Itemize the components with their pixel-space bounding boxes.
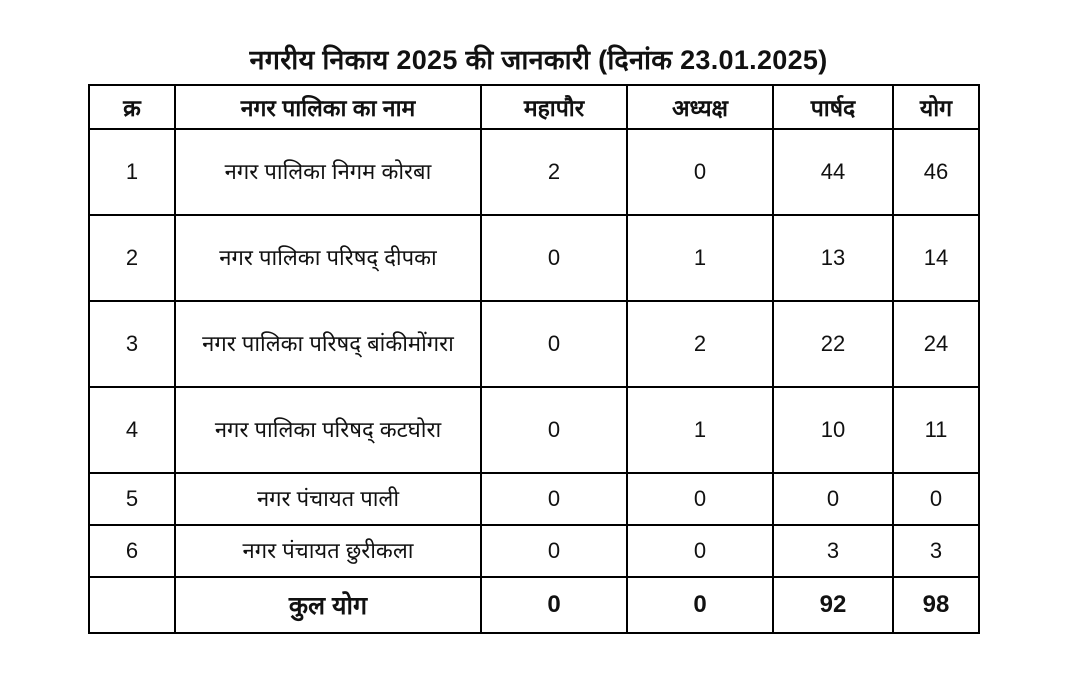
cell-total: 0 <box>893 473 979 525</box>
column-header-mayor: महापौर <box>481 85 627 129</box>
table-row <box>89 129 979 215</box>
cell-total-sr <box>89 577 175 633</box>
column-header-name: नगर पालिका का नाम <box>175 85 481 129</box>
cell-ward: 0 <box>773 473 893 525</box>
table-row <box>89 301 979 387</box>
table-total-row <box>89 577 979 633</box>
column-header-total: योग <box>893 85 979 129</box>
cell-total: 3 <box>893 525 979 577</box>
cell-total-label: कुल योग <box>175 577 481 633</box>
cell-name: नगर पालिका परिषद् बांकीमोंगरा <box>175 301 481 387</box>
cell-sr: 6 <box>89 525 175 577</box>
cell-name: नगर पालिका परिषद् दीपका <box>175 215 481 301</box>
cell-total: 11 <box>893 387 979 473</box>
table-container <box>88 84 978 634</box>
cell-mayor: 0 <box>481 387 627 473</box>
cell-ward: 22 <box>773 301 893 387</box>
cell-president: 0 <box>627 473 773 525</box>
cell-president: 2 <box>627 301 773 387</box>
table-row <box>89 387 979 473</box>
cell-ward: 13 <box>773 215 893 301</box>
cell-total: 14 <box>893 215 979 301</box>
cell-sr: 3 <box>89 301 175 387</box>
nikay-table <box>88 84 980 634</box>
cell-total-president: 0 <box>627 577 773 633</box>
cell-total: 46 <box>893 129 979 215</box>
column-header-president: अध्यक्ष <box>627 85 773 129</box>
cell-president: 1 <box>627 215 773 301</box>
cell-president: 0 <box>627 525 773 577</box>
cell-total: 24 <box>893 301 979 387</box>
cell-ward: 10 <box>773 387 893 473</box>
cell-sr: 4 <box>89 387 175 473</box>
cell-total-total: 98 <box>893 577 979 633</box>
cell-name: नगर पालिका परिषद् कटघोरा <box>175 387 481 473</box>
cell-mayor: 0 <box>481 473 627 525</box>
cell-name: नगर पंचायत पाली <box>175 473 481 525</box>
cell-mayor: 2 <box>481 129 627 215</box>
cell-ward: 3 <box>773 525 893 577</box>
cell-mayor: 0 <box>481 301 627 387</box>
table-row <box>89 473 979 525</box>
cell-name: नगर पालिका निगम कोरबा <box>175 129 481 215</box>
column-header-sr: क्र <box>89 85 175 129</box>
table-row <box>89 215 979 301</box>
cell-total-ward: 92 <box>773 577 893 633</box>
cell-president: 1 <box>627 387 773 473</box>
cell-president: 0 <box>627 129 773 215</box>
cell-sr: 2 <box>89 215 175 301</box>
cell-sr: 1 <box>89 129 175 215</box>
table-header-row <box>89 85 979 129</box>
cell-name: नगर पंचायत छुरीकला <box>175 525 481 577</box>
table-row <box>89 525 979 577</box>
cell-mayor: 0 <box>481 525 627 577</box>
cell-ward: 44 <box>773 129 893 215</box>
cell-sr: 5 <box>89 473 175 525</box>
column-header-ward: पार्षद <box>773 85 893 129</box>
cell-mayor: 0 <box>481 215 627 301</box>
cell-total-mayor: 0 <box>481 577 627 633</box>
page-title: नगरीय निकाय 2025 की जानकारी (दिनांक 23.01.2025) <box>249 45 828 75</box>
